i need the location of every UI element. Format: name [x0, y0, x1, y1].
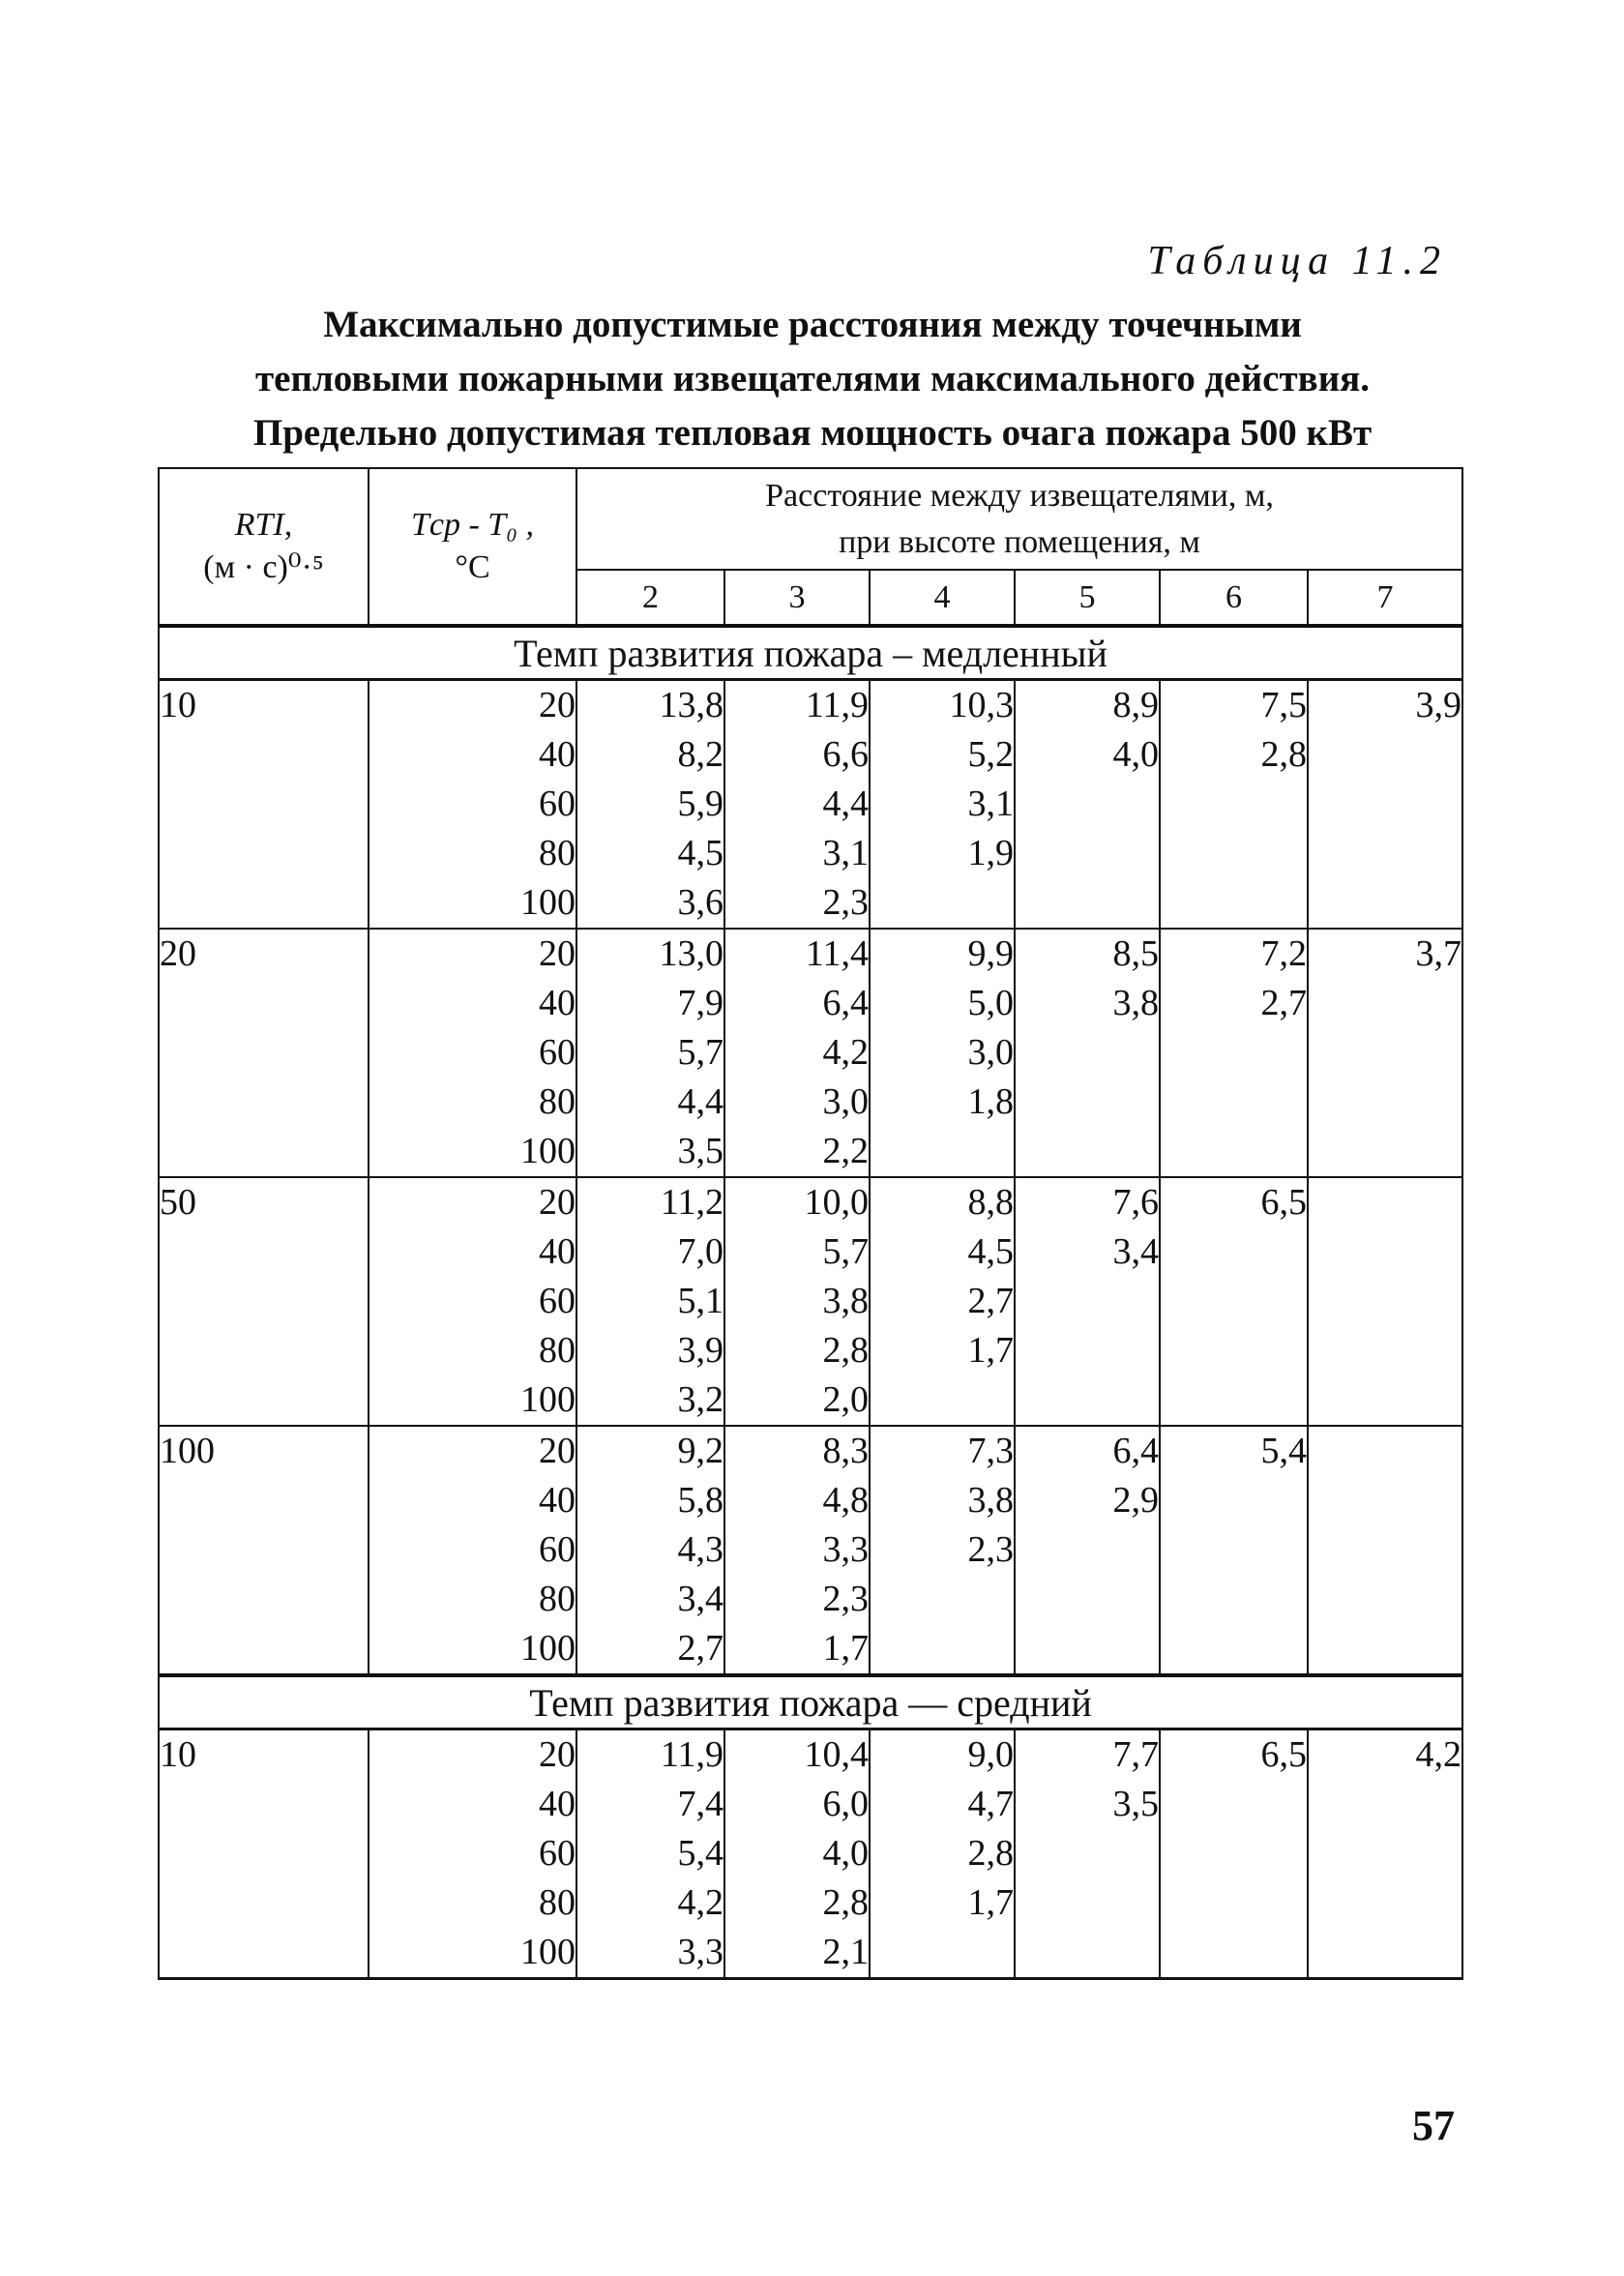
- temp-cell: 80: [369, 1878, 576, 1928]
- rti-cell: [159, 1780, 369, 1829]
- value-cell: [1015, 1624, 1160, 1675]
- rti-cell: 10: [159, 1729, 369, 1781]
- temp-cell: 20: [369, 1426, 576, 1476]
- value-cell: [870, 1127, 1015, 1177]
- temp-cell: 60: [369, 780, 576, 829]
- rti-cell: [159, 1575, 369, 1624]
- value-cell: 11,2: [576, 1177, 724, 1227]
- value-cell: [1015, 1878, 1160, 1928]
- value-cell: [1308, 1575, 1462, 1624]
- value-cell: 2,8: [870, 1829, 1015, 1878]
- value-cell: 3,6: [576, 878, 724, 929]
- value-cell: [1015, 878, 1160, 929]
- rti-cell: [159, 1078, 369, 1127]
- value-cell: [1308, 1375, 1462, 1426]
- value-cell: [1308, 1127, 1462, 1177]
- temp-cell: 20: [369, 1177, 576, 1227]
- value-cell: 4,5: [576, 829, 724, 878]
- value-cell: 3,4: [1015, 1227, 1160, 1277]
- temp-cell: 80: [369, 829, 576, 878]
- rti-cell: 20: [159, 929, 369, 979]
- value-cell: 2,3: [724, 1575, 870, 1624]
- temp-cell: 60: [369, 1829, 576, 1878]
- table-row: [159, 1227, 1462, 1277]
- table-row: [159, 929, 1462, 979]
- table-body: [159, 626, 1462, 1979]
- value-cell: 11,9: [576, 1729, 724, 1781]
- section-header-row: [159, 626, 1462, 680]
- rti-cell: 100: [159, 1426, 369, 1476]
- value-cell: [1308, 730, 1462, 780]
- value-cell: [1308, 979, 1462, 1028]
- section-header-row: [159, 1675, 1462, 1729]
- value-cell: [1160, 1326, 1308, 1375]
- page-number: 57: [1412, 2102, 1455, 2149]
- table-row: [159, 1829, 1462, 1878]
- table-row: [159, 680, 1462, 731]
- value-cell: 2,0: [724, 1375, 870, 1426]
- value-cell: 4,0: [724, 1829, 870, 1878]
- value-cell: [1160, 829, 1308, 878]
- value-cell: 6,4: [724, 979, 870, 1028]
- value-cell: [1160, 1928, 1308, 1979]
- distance-header: Расстояние между извещателями, м, при высоте помещения, м: [576, 468, 1462, 570]
- value-cell: [1308, 1177, 1462, 1227]
- value-cell: 9,9: [870, 929, 1015, 979]
- rti-cell: [159, 979, 369, 1028]
- temp-cell: 80: [369, 1326, 576, 1375]
- value-cell: [1308, 780, 1462, 829]
- value-cell: 3,4: [576, 1575, 724, 1624]
- value-cell: [1015, 1127, 1160, 1177]
- value-cell: 3,3: [576, 1928, 724, 1979]
- value-cell: [1160, 1575, 1308, 1624]
- value-cell: [1308, 1878, 1462, 1928]
- rti-cell: [159, 1277, 369, 1326]
- table-row: [159, 878, 1462, 929]
- value-cell: 5,9: [576, 780, 724, 829]
- value-cell: 2,9: [1015, 1476, 1160, 1525]
- rti-cell: [159, 1127, 369, 1177]
- value-cell: 4,2: [1308, 1729, 1462, 1781]
- value-cell: [1308, 1277, 1462, 1326]
- value-cell: 2,8: [724, 1326, 870, 1375]
- value-cell: 3,5: [576, 1127, 724, 1177]
- value-cell: 8,9: [1015, 680, 1160, 731]
- value-cell: [1308, 1525, 1462, 1575]
- value-cell: 9,2: [576, 1426, 724, 1476]
- value-cell: 7,4: [576, 1780, 724, 1829]
- value-cell: 5,1: [576, 1277, 724, 1326]
- value-cell: [1308, 1780, 1462, 1829]
- value-cell: [1308, 1476, 1462, 1525]
- temp-cell: 20: [369, 680, 576, 731]
- value-cell: [1160, 780, 1308, 829]
- value-cell: [1015, 1375, 1160, 1426]
- value-cell: 4,5: [870, 1227, 1015, 1277]
- value-cell: [1015, 1928, 1160, 1979]
- height-header: 5: [1015, 570, 1160, 626]
- table-row: [159, 1177, 1462, 1227]
- value-cell: 3,3: [724, 1525, 870, 1575]
- value-cell: 3,7: [1308, 929, 1462, 979]
- value-cell: [1308, 878, 1462, 929]
- value-cell: 7,9: [576, 979, 724, 1028]
- temp-cell: 40: [369, 979, 576, 1028]
- value-cell: 10,0: [724, 1177, 870, 1227]
- value-cell: 6,5: [1160, 1177, 1308, 1227]
- value-cell: 5,2: [870, 730, 1015, 780]
- value-cell: 4,8: [724, 1476, 870, 1525]
- value-cell: 10,4: [724, 1729, 870, 1781]
- value-cell: 13,0: [576, 929, 724, 979]
- value-cell: [870, 1575, 1015, 1624]
- value-cell: 1,7: [724, 1624, 870, 1675]
- rti-cell: [159, 829, 369, 878]
- height-header: 4: [870, 570, 1015, 626]
- value-cell: 3,5: [1015, 1780, 1160, 1829]
- value-cell: [1015, 1277, 1160, 1326]
- value-cell: 7,0: [576, 1227, 724, 1277]
- value-cell: 3,9: [1308, 680, 1462, 731]
- value-cell: 5,4: [1160, 1426, 1308, 1476]
- value-cell: 9,0: [870, 1729, 1015, 1781]
- value-cell: [1308, 829, 1462, 878]
- temp-cell: 60: [369, 1277, 576, 1326]
- rti-cell: [159, 1028, 369, 1078]
- value-cell: 11,9: [724, 680, 870, 731]
- temp-cell: 60: [369, 1028, 576, 1078]
- rti-cell: [159, 878, 369, 929]
- temp-cell: 80: [369, 1575, 576, 1624]
- temp-cell: 20: [369, 1729, 576, 1781]
- value-cell: [1308, 1028, 1462, 1078]
- table-row: [159, 1127, 1462, 1177]
- temp-cell: 40: [369, 1780, 576, 1829]
- value-cell: [1308, 1426, 1462, 1476]
- value-cell: [1160, 1525, 1308, 1575]
- table-row: [159, 1028, 1462, 1078]
- value-cell: [1308, 1928, 1462, 1979]
- value-cell: [1308, 1326, 1462, 1375]
- value-cell: [1160, 1078, 1308, 1127]
- table-row: [159, 1878, 1462, 1928]
- value-cell: 8,8: [870, 1177, 1015, 1227]
- value-cell: [1160, 1624, 1308, 1675]
- value-cell: [1308, 1829, 1462, 1878]
- value-cell: 7,2: [1160, 929, 1308, 979]
- rti-cell: 50: [159, 1177, 369, 1227]
- value-cell: 5,0: [870, 979, 1015, 1028]
- value-cell: 6,0: [724, 1780, 870, 1829]
- temp-cell: 20: [369, 929, 576, 979]
- temp-cell: 100: [369, 1375, 576, 1426]
- value-cell: 5,8: [576, 1476, 724, 1525]
- rti-cell: [159, 1375, 369, 1426]
- value-cell: [1160, 1878, 1308, 1928]
- value-cell: 8,2: [576, 730, 724, 780]
- value-cell: 3,2: [576, 1375, 724, 1426]
- value-cell: [1015, 1028, 1160, 1078]
- value-cell: 4,4: [576, 1078, 724, 1127]
- value-cell: [870, 878, 1015, 929]
- rti-cell: [159, 1525, 369, 1575]
- value-cell: 5,4: [576, 1829, 724, 1878]
- value-cell: 6,4: [1015, 1426, 1160, 1476]
- value-cell: 8,3: [724, 1426, 870, 1476]
- temp-cell: 60: [369, 1525, 576, 1575]
- value-cell: [1160, 1780, 1308, 1829]
- value-cell: [1015, 1829, 1160, 1878]
- section-title: Темп развития пожара – медленный: [159, 626, 1462, 680]
- value-cell: 4,7: [870, 1780, 1015, 1829]
- distance-table: [158, 467, 1463, 1980]
- height-header: 2: [576, 570, 724, 626]
- value-cell: [1160, 1375, 1308, 1426]
- value-cell: 2,7: [1160, 979, 1308, 1028]
- value-cell: 5,7: [724, 1227, 870, 1277]
- value-cell: 6,5: [1160, 1729, 1308, 1781]
- rti-cell: [159, 1878, 369, 1928]
- table-label: Таблица 11.2: [1147, 239, 1447, 283]
- value-cell: [1160, 1127, 1308, 1177]
- value-cell: 7,5: [1160, 680, 1308, 731]
- rti-cell: [159, 730, 369, 780]
- value-cell: 13,8: [576, 680, 724, 731]
- value-cell: [1160, 1829, 1308, 1878]
- table-row: [159, 1326, 1462, 1375]
- temp-cell: 40: [369, 730, 576, 780]
- value-cell: [870, 1375, 1015, 1426]
- value-cell: [1308, 1078, 1462, 1127]
- value-cell: 1,8: [870, 1078, 1015, 1127]
- table-row: [159, 979, 1462, 1028]
- table-row: [159, 730, 1462, 780]
- rti-cell: [159, 1476, 369, 1525]
- title-line: тепловыми пожарными извещателями максимального действия.: [254, 358, 1371, 399]
- value-cell: 3,8: [1015, 979, 1160, 1028]
- section-title: Темп развития пожара — средний: [159, 1675, 1462, 1729]
- value-cell: [1160, 1028, 1308, 1078]
- value-cell: [1160, 1277, 1308, 1326]
- table-header: [159, 468, 1462, 626]
- value-cell: 3,8: [724, 1277, 870, 1326]
- temperature-diff-header: Tср - T₀ , °С: [369, 468, 576, 626]
- rti-cell: [159, 1624, 369, 1675]
- table-row: [159, 1525, 1462, 1575]
- value-cell: 4,3: [576, 1525, 724, 1575]
- table-row: [159, 1928, 1462, 1979]
- value-cell: 1,7: [870, 1878, 1015, 1928]
- value-cell: 4,2: [724, 1028, 870, 1078]
- rti-cell: [159, 1928, 369, 1979]
- value-cell: [1015, 1078, 1160, 1127]
- value-cell: 7,3: [870, 1426, 1015, 1476]
- temp-cell: 100: [369, 878, 576, 929]
- table-row: [159, 829, 1462, 878]
- temp-cell: 100: [369, 1624, 576, 1675]
- rti-header: RTI, (м · с)⁰·⁵: [159, 468, 369, 626]
- value-cell: [1015, 1575, 1160, 1624]
- value-cell: 2,7: [870, 1277, 1015, 1326]
- table-row: [159, 780, 1462, 829]
- value-cell: [870, 1928, 1015, 1979]
- value-cell: [1160, 1227, 1308, 1277]
- value-cell: 7,6: [1015, 1177, 1160, 1227]
- value-cell: [1015, 780, 1160, 829]
- height-header: 6: [1160, 570, 1308, 626]
- table-row: [159, 1575, 1462, 1624]
- value-cell: [1015, 1525, 1160, 1575]
- value-cell: 3,0: [724, 1078, 870, 1127]
- table-row: [159, 1426, 1462, 1476]
- table-row: [159, 1624, 1462, 1675]
- value-cell: [1160, 878, 1308, 929]
- value-cell: 6,6: [724, 730, 870, 780]
- rti-cell: 10: [159, 680, 369, 731]
- value-cell: [870, 1624, 1015, 1675]
- temp-cell: 40: [369, 1227, 576, 1277]
- value-cell: 5,7: [576, 1028, 724, 1078]
- temp-cell: 100: [369, 1127, 576, 1177]
- value-cell: [1308, 1227, 1462, 1277]
- value-cell: 3,0: [870, 1028, 1015, 1078]
- rti-cell: [159, 1829, 369, 1878]
- table-title: [155, 298, 1470, 460]
- value-cell: 7,7: [1015, 1729, 1160, 1781]
- value-cell: 1,7: [870, 1326, 1015, 1375]
- value-cell: 8,5: [1015, 929, 1160, 979]
- height-header: 3: [724, 570, 870, 626]
- value-cell: [1308, 1624, 1462, 1675]
- temp-cell: 80: [369, 1078, 576, 1127]
- value-cell: 2,3: [724, 878, 870, 929]
- value-cell: 2,7: [576, 1624, 724, 1675]
- value-cell: 4,0: [1015, 730, 1160, 780]
- rti-cell: [159, 780, 369, 829]
- value-cell: 1,9: [870, 829, 1015, 878]
- value-cell: 2,2: [724, 1127, 870, 1177]
- table-row: [159, 1078, 1462, 1127]
- value-cell: 2,8: [1160, 730, 1308, 780]
- value-cell: 2,3: [870, 1525, 1015, 1575]
- value-cell: 3,1: [724, 829, 870, 878]
- table-row: [159, 1375, 1462, 1426]
- value-cell: [1160, 1476, 1308, 1525]
- table-row: [159, 1476, 1462, 1525]
- title-line: Максимально допустимые расстояния между точечными: [323, 304, 1302, 345]
- table-row: [159, 1780, 1462, 1829]
- value-cell: [1015, 1326, 1160, 1375]
- table-row: [159, 1277, 1462, 1326]
- value-cell: 11,4: [724, 929, 870, 979]
- value-cell: 4,2: [576, 1878, 724, 1928]
- value-cell: 3,8: [870, 1476, 1015, 1525]
- rti-cell: [159, 1227, 369, 1277]
- value-cell: 10,3: [870, 680, 1015, 731]
- value-cell: 3,1: [870, 780, 1015, 829]
- value-cell: 2,8: [724, 1878, 870, 1928]
- value-cell: 4,4: [724, 780, 870, 829]
- title-line: Предельно допустимая тепловая мощность очага пожара 500 кВт: [252, 412, 1373, 454]
- temp-cell: 100: [369, 1928, 576, 1979]
- value-cell: 3,9: [576, 1326, 724, 1375]
- temp-cell: 40: [369, 1476, 576, 1525]
- table-row: [159, 1729, 1462, 1781]
- value-cell: 2,1: [724, 1928, 870, 1979]
- rti-cell: [159, 1326, 369, 1375]
- height-header: 7: [1308, 570, 1462, 626]
- value-cell: [1015, 829, 1160, 878]
